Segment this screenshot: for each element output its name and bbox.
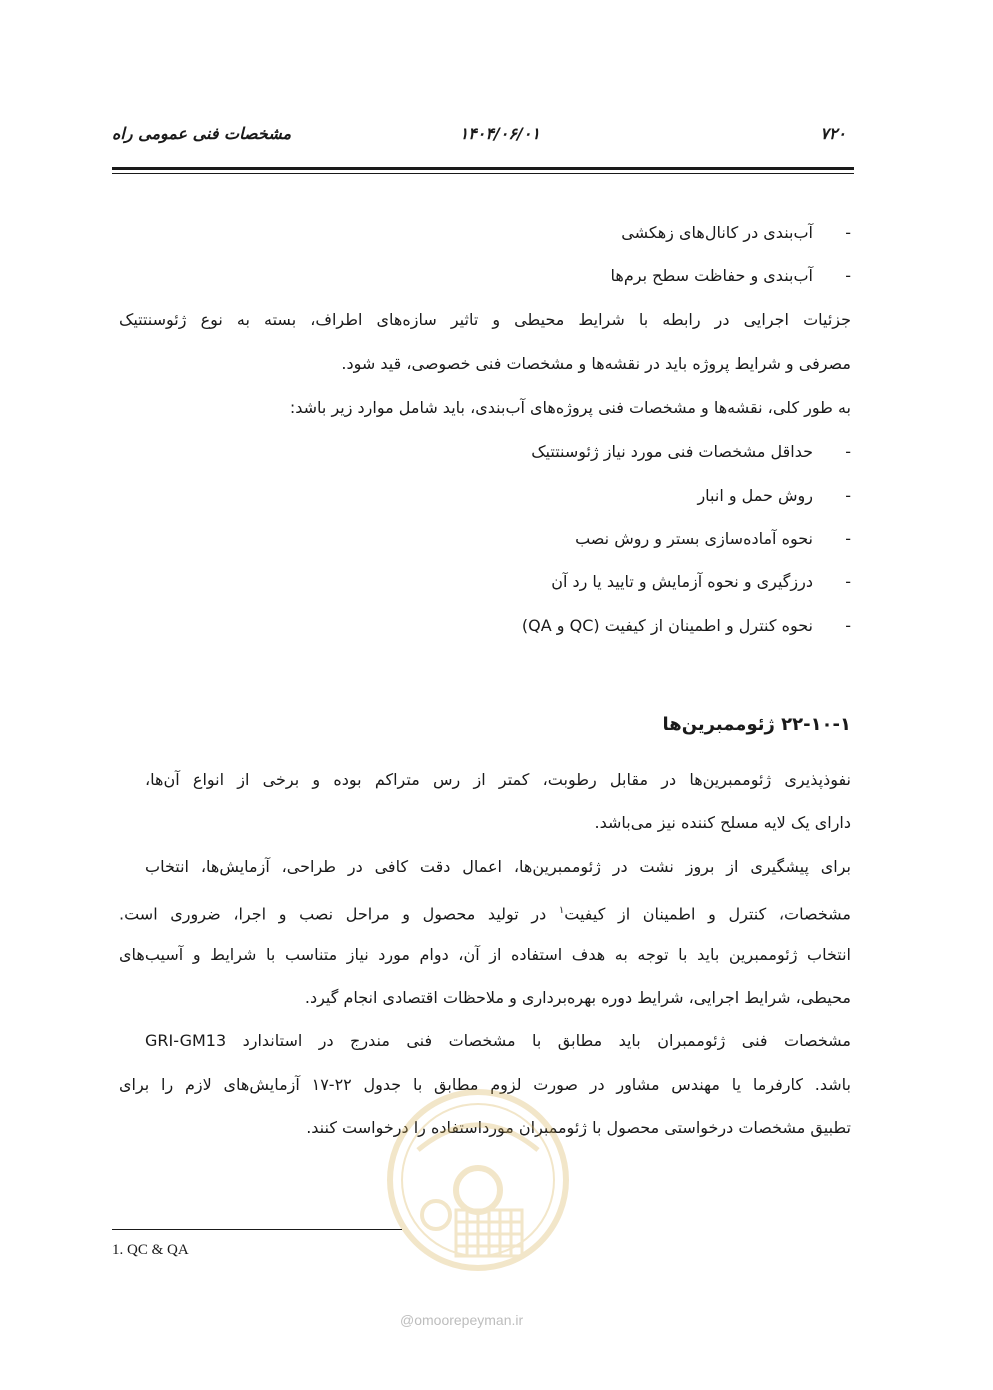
section-heading: ۲۲-۱۰-۱ ژئوممبرین‌ها: [662, 714, 851, 735]
footnote-ref: ۱: [558, 905, 565, 916]
paragraph-line: انتخاب ژئوممبرین باید با توجه به هدف استفاده از آن، دوام مورد نیاز متناسب با شرایط و آسیب‌های: [119, 945, 851, 964]
paragraph-line: مشخصات فنی ژئوممبران باید مطابق با مشخصات فنی مندرج در استاندارد GRI-GM13: [145, 1031, 851, 1050]
header-title: مشخصات فنی عمومی راه: [112, 124, 292, 143]
list-item: -نحوه آماده‌سازی بستر و روش نصب: [575, 529, 851, 548]
list-item: -نحوه کنترل و اطمینان از کیفیت (QC و QA): [521, 616, 851, 635]
paragraph-line: مصرفی و شرایط پروژه باید در نقشه‌ها و مشخصات فنی خصوصی، قید شود.: [341, 354, 851, 373]
footnote: 1. QC & QA: [112, 1242, 189, 1258]
header-rule-thin: [112, 173, 854, 174]
paragraph-line: باشد. کارفرما یا مهندس مشاور در صورت لزوم مطابق با جدول ۲۲-۱۷ آزمایش‌های لازم را برای: [119, 1075, 852, 1094]
paragraph-line: مشخصات، کنترل و اطمینان از کیفیت$^۱$ در تولید محصول و مراحل نصب و اجرا، ضروری است.: [119, 904, 851, 924]
list-item: -حداقل مشخصات فنی مورد نیاز ژئوسنتتیک: [531, 442, 851, 461]
list-item: -درزگیری و نحوه آزمایش و تایید یا رد آن: [551, 572, 851, 591]
paragraph-line: نفوذپذیری ژئوممبرین‌ها در مقابل رطوبت، کمتر از رس متراکم بوده و برخی از انواع آن‌ها،: [145, 770, 851, 789]
list-item: -آب‌بندی و حفاظت سطح برم‌ها: [610, 266, 851, 285]
header-rule-thick: [112, 167, 854, 170]
paragraph-line: محیطی، شرایط اجرایی، شرایط دوره بهره‌برداری و ملاحظات اقتصادی انجام گیرد.: [304, 988, 851, 1007]
paragraph-line: جزئیات اجرایی در رابطه با شرایط محیطی و تاثیر سازه‌های اطراف، بسته به نوع ژئوسنتتیک: [119, 310, 851, 329]
list-item: -آب‌بندی در کانال‌های زهکشی: [621, 223, 851, 242]
paragraph-line: برای پیشگیری از بروز نشت در ژئوممبرین‌ها، اعمال دقت کافی در طراحی، آزمایش‌ها، انتخاب: [145, 857, 851, 876]
watermark-logo: [378, 1080, 578, 1330]
paragraph-line: دارای یک لایه مسلح کننده نیز می‌باشد.: [594, 813, 851, 832]
paragraph-line: به طور کلی، نقشه‌ها و مشخصات فنی پروژه‌های آب‌بندی، باید شامل موارد زیر باشد:: [289, 398, 851, 417]
header-date: ۱۴۰۴/۰۶/۰۱: [459, 124, 540, 143]
footnote-rule: [112, 1229, 402, 1230]
page-header: [112, 124, 852, 164]
list-item: -روش حمل و انبار: [697, 486, 851, 505]
paragraph-line: تطبیق مشخصات درخواستی محصول با ژئوممبران مورداستفاده را درخواست کنند.: [306, 1118, 851, 1137]
page-number: ۷۲۰: [820, 124, 846, 143]
watermark-text: @omoorepeyman.ir: [400, 1312, 524, 1328]
